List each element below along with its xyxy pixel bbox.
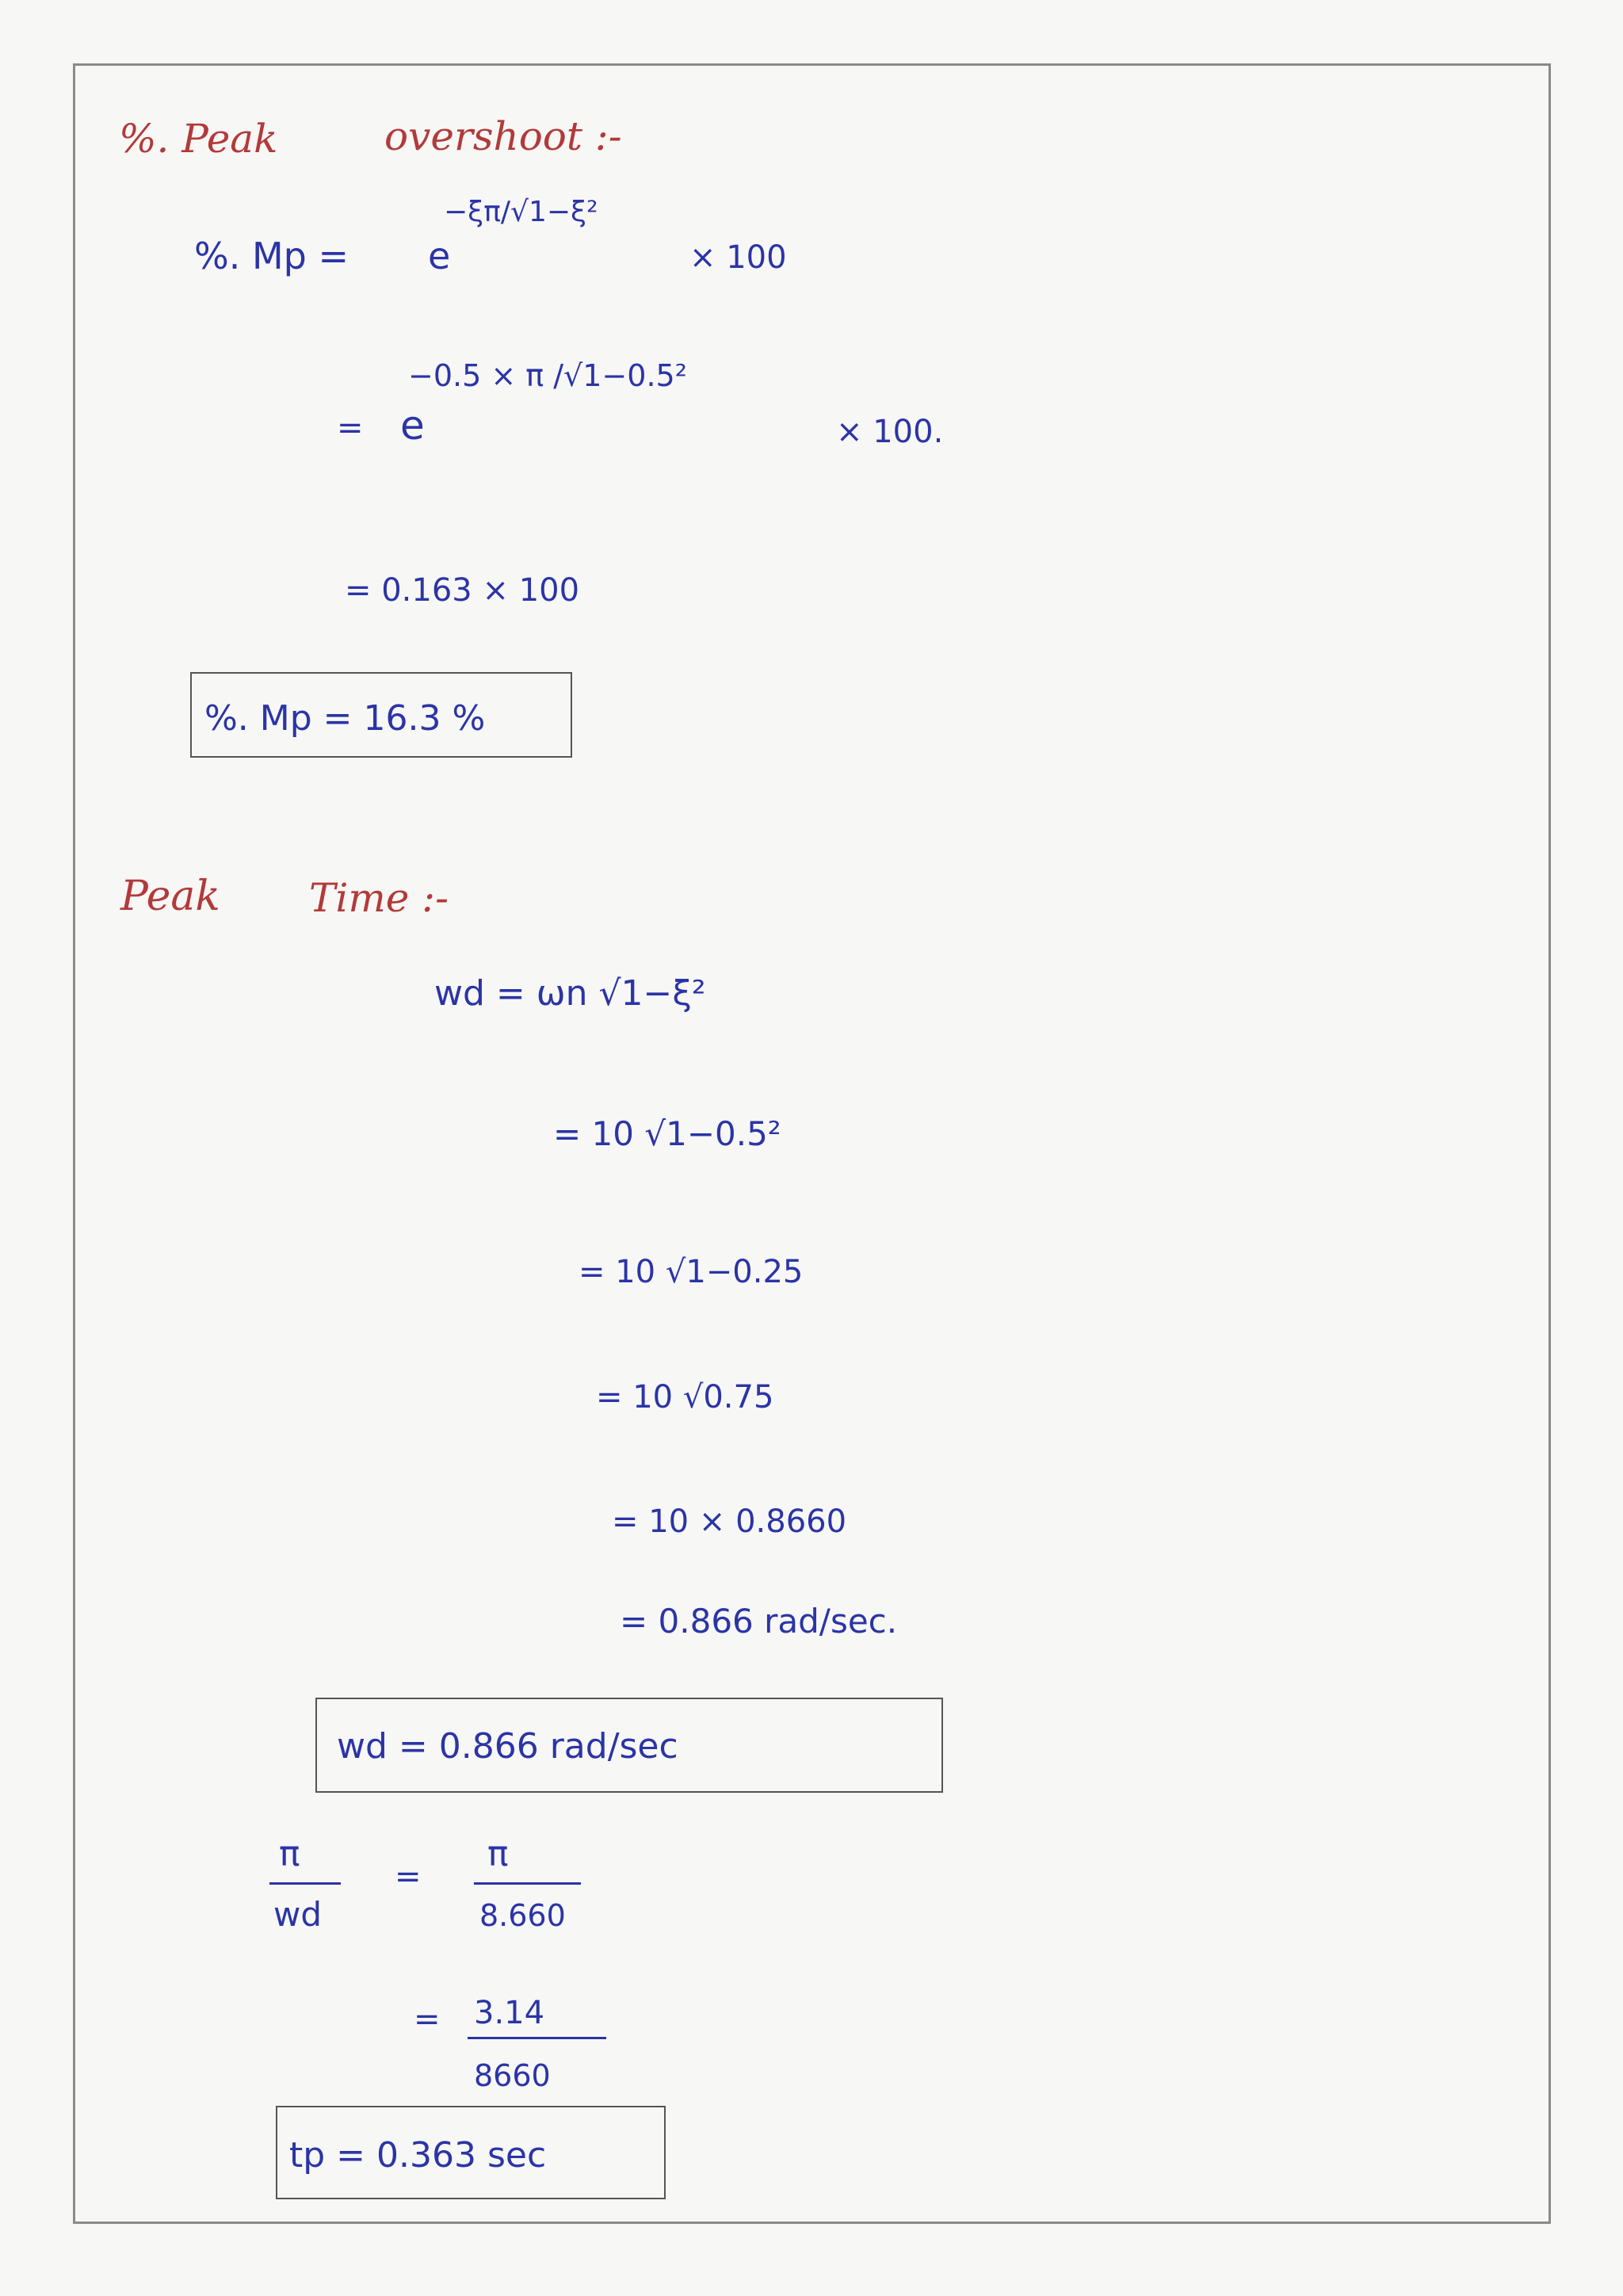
result-mp: %. Mp = 16.3 % — [204, 698, 486, 739]
wd-step5: = 0.866 rad/sec. — [620, 1602, 898, 1641]
wd-step1: = 10 √1−0.5² — [553, 1114, 781, 1153]
formula-exponent: −ξπ/√1−ξ² — [444, 196, 598, 228]
frac2-numerator: π — [487, 1834, 509, 1874]
heading-overshoot: overshoot :- — [384, 113, 622, 159]
wd-step4: = 10 × 0.8660 — [612, 1503, 847, 1540]
heading-peak-overshoot-pct: %. Peak — [119, 116, 278, 162]
formula-mp-lhs: %. Mp = — [194, 235, 349, 277]
formula-e-base: e — [428, 235, 451, 277]
result-tp: tp = 0.363 sec — [289, 2135, 547, 2176]
frac1-bar — [269, 1882, 341, 1885]
step1-times-100: × 100. — [836, 414, 944, 450]
result-wd: wd = 0.866 rad/sec — [337, 1726, 678, 1767]
frac3-bar — [468, 2037, 606, 2039]
formula-times-100: × 100 — [689, 239, 787, 276]
wd-step3: = 10 √0.75 — [596, 1379, 774, 1415]
step1-exponent: −0.5 × π /√1−0.5² — [408, 358, 687, 393]
heading-peak: Peak — [120, 873, 220, 920]
frac2-denominator: 8.660 — [479, 1898, 566, 1933]
frac-equals: = — [395, 1859, 422, 1895]
frac2-bar — [474, 1882, 581, 1885]
wd-formula: wd = ωn √1−ξ² — [434, 973, 706, 1014]
step1-equals: = — [337, 410, 364, 446]
frac3-denominator: 8660 — [474, 2058, 551, 2093]
frac1-denominator: wd — [273, 1895, 323, 1934]
frac1-numerator: π — [279, 1834, 300, 1874]
step2-value: = 0.163 × 100 — [345, 572, 580, 609]
heading-time: Time :- — [309, 875, 449, 921]
wd-step2: = 10 √1−0.25 — [579, 1254, 804, 1290]
frac3-equals: = — [414, 2001, 441, 2038]
step1-e-base: e — [400, 403, 425, 449]
frac3-numerator: 3.14 — [474, 1995, 545, 2031]
